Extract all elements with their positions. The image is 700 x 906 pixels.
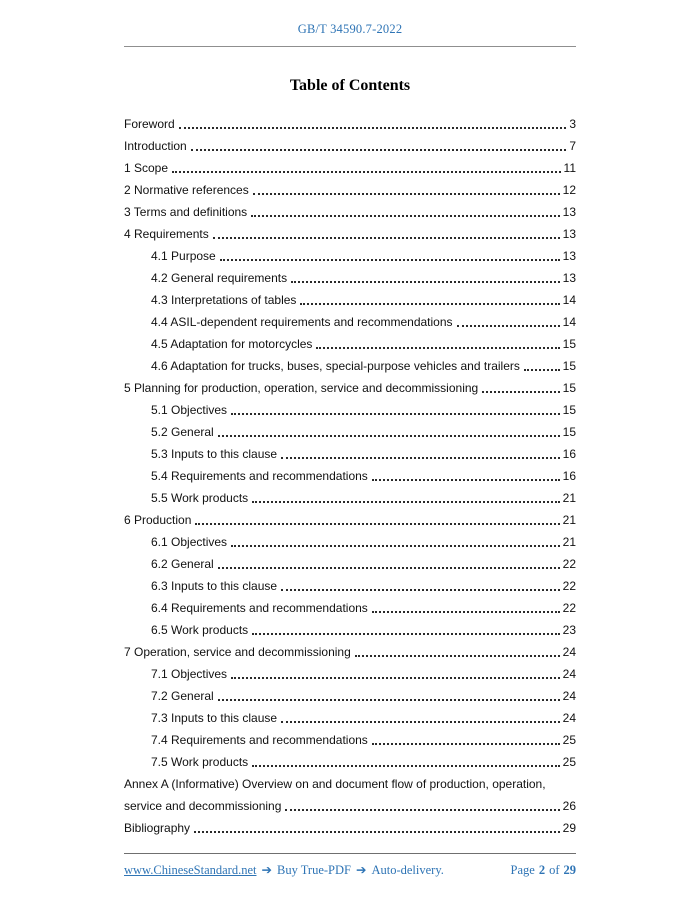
toc-entry[interactable] <box>124 183 576 197</box>
toc-entry[interactable] <box>124 227 576 241</box>
toc-entry-label: Annex A (Informative) Overview on and document flow of production, operation, <box>124 777 546 791</box>
toc-page-number: 14 <box>562 293 576 307</box>
footer-rule <box>124 853 576 854</box>
toc-entry[interactable] <box>124 623 576 637</box>
toc-entry[interactable] <box>124 447 576 461</box>
toc-entry[interactable] <box>124 645 576 659</box>
toc-entry[interactable] <box>124 381 576 395</box>
toc-page-number: 16 <box>562 469 576 483</box>
toc-page-number: 15 <box>562 337 576 351</box>
toc-dot-leader <box>213 237 560 239</box>
toc-entry-label: 7.1 Objectives <box>151 667 228 681</box>
toc-entry-label: 6 Production <box>124 513 192 527</box>
toc-entry[interactable] <box>124 579 576 593</box>
toc-page-number: 3 <box>569 117 576 131</box>
toc-dot-leader <box>482 391 559 393</box>
toc-entry[interactable] <box>124 293 576 307</box>
toc-entry-label: 6.5 Work products <box>151 623 249 637</box>
toc-entry-label: 7 Operation, service and decommissioning <box>124 645 351 659</box>
toc-page-number: 23 <box>562 623 576 637</box>
toc-entry-label: 6.3 Inputs to this clause <box>151 579 278 593</box>
toc-entry[interactable] <box>124 777 576 813</box>
toc-dot-leader <box>231 545 560 547</box>
toc-page-number: 15 <box>562 425 576 439</box>
toc-entry-label: 7.4 Requirements and recommendations <box>151 733 368 747</box>
toc-entry[interactable] <box>124 491 576 505</box>
toc-entry[interactable] <box>124 535 576 549</box>
page-header <box>124 22 576 47</box>
toc-page-number: 13 <box>562 205 576 219</box>
toc-dot-leader <box>195 523 559 525</box>
toc-entry-label: 4.2 General requirements <box>151 271 288 285</box>
toc-entry-label: 5.2 General <box>151 425 214 439</box>
toc-page-number: 29 <box>562 821 576 835</box>
toc-page-number: 21 <box>562 491 576 505</box>
toc-entry-label: Introduction <box>124 139 187 153</box>
toc-dot-leader <box>252 765 559 767</box>
toc-entry[interactable] <box>124 557 576 571</box>
toc-page-number: 22 <box>562 579 576 593</box>
toc-entry-label: 3 Terms and definitions <box>124 205 248 219</box>
toc-entry[interactable] <box>124 117 576 131</box>
arrow-icon: ➔ <box>355 863 367 877</box>
toc-page-number: 13 <box>562 227 576 241</box>
toc-entry[interactable] <box>124 425 576 439</box>
toc-dot-leader <box>231 677 560 679</box>
toc-dot-leader <box>285 809 559 811</box>
toc-entry-label: 6.4 Requirements and recommendations <box>151 601 368 615</box>
footer-delivery-label: Auto-delivery. <box>371 863 444 877</box>
toc-dot-leader <box>179 127 567 129</box>
footer-site-link[interactable]: www.ChineseStandard.net <box>124 863 257 877</box>
toc-entry[interactable] <box>124 733 576 747</box>
header-rule <box>124 46 576 47</box>
toc-page-number: 24 <box>562 645 576 659</box>
toc-page-number: 13 <box>562 271 576 285</box>
toc-entry[interactable] <box>124 315 576 329</box>
toc-entry-label: 7.3 Inputs to this clause <box>151 711 278 725</box>
total-page-number: 29 <box>563 863 576 877</box>
toc-dot-leader <box>281 589 560 591</box>
page-indicator <box>507 863 576 878</box>
toc-entry-label: 5.3 Inputs to this clause <box>151 447 278 461</box>
toc-dot-leader <box>218 435 560 437</box>
toc-dot-leader <box>194 831 560 833</box>
page-word: Page <box>510 863 535 877</box>
toc-entry[interactable] <box>124 271 576 285</box>
toc-entry[interactable] <box>124 755 576 769</box>
toc-dot-leader <box>457 325 560 327</box>
toc-page-number: 21 <box>562 513 576 527</box>
toc-entry-label: service and decommissioning <box>124 799 282 813</box>
toc-entry[interactable] <box>124 601 576 615</box>
toc-dot-leader <box>372 743 560 745</box>
toc-page-number: 22 <box>562 557 576 571</box>
arrow-icon: ➔ <box>261 863 272 877</box>
toc-page-number: 7 <box>569 139 576 153</box>
toc-dot-leader <box>252 633 559 635</box>
toc-dot-leader <box>218 567 560 569</box>
toc-dot-leader <box>191 149 567 151</box>
toc-dot-leader <box>524 369 560 371</box>
toc-page-number: 25 <box>562 755 576 769</box>
toc-page-number: 21 <box>562 535 576 549</box>
toc-page-number: 22 <box>562 601 576 615</box>
toc-entry-label: 7.5 Work products <box>151 755 249 769</box>
footer-buy-label: Buy True-PDF <box>276 863 351 877</box>
toc-dot-leader <box>300 303 559 305</box>
toc-entry-label: Foreword <box>124 117 175 131</box>
toc-entry[interactable] <box>124 513 576 527</box>
toc-dot-leader <box>281 721 560 723</box>
toc-page-number: 13 <box>562 249 576 263</box>
toc-page-number: 14 <box>562 315 576 329</box>
toc-entry[interactable] <box>124 821 576 835</box>
toc-dot-leader <box>253 193 560 195</box>
toc-page-number: 24 <box>562 711 576 725</box>
page-title: Table of Contents <box>289 77 411 94</box>
toc-page-number: 26 <box>562 799 576 813</box>
toc-dot-leader <box>220 259 560 261</box>
toc-entry[interactable] <box>124 667 576 681</box>
toc-entry-label: 1 Scope <box>124 161 169 175</box>
toc-entry-label: 6.2 General <box>151 557 214 571</box>
toc-entry[interactable] <box>124 689 576 703</box>
toc-entry[interactable] <box>124 249 576 263</box>
toc-page-number: 24 <box>562 667 576 681</box>
toc-entry-label: 2 Normative references <box>124 183 249 197</box>
toc-entry[interactable] <box>124 139 576 153</box>
toc-entry[interactable] <box>124 359 576 373</box>
toc-entry[interactable] <box>124 711 576 725</box>
toc-entry-label: 4.1 Purpose <box>151 249 216 263</box>
toc-page-number: 15 <box>562 381 576 395</box>
toc-entry-label: 4.6 Adaptation for trucks, buses, special-purpose vehicles and trailers <box>151 359 520 373</box>
toc-entry-label: 7.2 General <box>151 689 214 703</box>
toc-page-number: 24 <box>562 689 576 703</box>
toc-dot-leader <box>316 347 559 349</box>
toc-entry-label: 5.1 Objectives <box>151 403 228 417</box>
toc-entry-label: 6.1 Objectives <box>151 535 228 549</box>
toc-dot-leader <box>172 171 560 173</box>
toc-dot-leader <box>291 281 560 283</box>
current-page-number: 2 <box>538 863 546 877</box>
toc-entry[interactable] <box>124 337 576 351</box>
toc-entry[interactable] <box>124 161 576 175</box>
toc-dot-leader <box>372 611 560 613</box>
toc-dot-leader <box>251 215 559 217</box>
toc-entry-label: 5.4 Requirements and recommendations <box>151 469 368 483</box>
footer-promo <box>124 862 444 878</box>
toc-page-number: 15 <box>562 359 576 373</box>
toc-dot-leader <box>355 655 560 657</box>
table-of-contents <box>124 117 576 835</box>
toc-entry[interactable] <box>124 469 576 483</box>
toc-page-number: 12 <box>562 183 576 197</box>
toc-dot-leader <box>231 413 560 415</box>
toc-dot-leader <box>281 457 560 459</box>
toc-page-number: 16 <box>562 447 576 461</box>
page-footer <box>124 853 576 878</box>
toc-entry-label: Bibliography <box>124 821 191 835</box>
toc-entry-label: 4.5 Adaptation for motorcycles <box>151 337 313 351</box>
of-word: of <box>549 863 560 877</box>
toc-dot-leader <box>252 501 559 503</box>
toc-entry[interactable] <box>124 403 576 417</box>
toc-dot-leader <box>372 479 560 481</box>
toc-entry-label: 4 Requirements <box>124 227 209 241</box>
toc-entry-label: 4.4 ASIL-dependent requirements and recommendations <box>151 315 453 329</box>
toc-entry-label: 5 Planning for production, operation, service and decommissioning <box>124 381 479 395</box>
toc-entry[interactable] <box>124 205 576 219</box>
doc-number: GB/T 34590.7-2022 <box>297 22 403 36</box>
toc-page-number: 25 <box>562 733 576 747</box>
toc-page-number: 15 <box>562 403 576 417</box>
toc-entry-label: 4.3 Interpretations of tables <box>151 293 297 307</box>
toc-entry-label: 5.5 Work products <box>151 491 249 505</box>
toc-dot-leader <box>218 699 560 701</box>
toc-page-number: 11 <box>563 161 576 175</box>
